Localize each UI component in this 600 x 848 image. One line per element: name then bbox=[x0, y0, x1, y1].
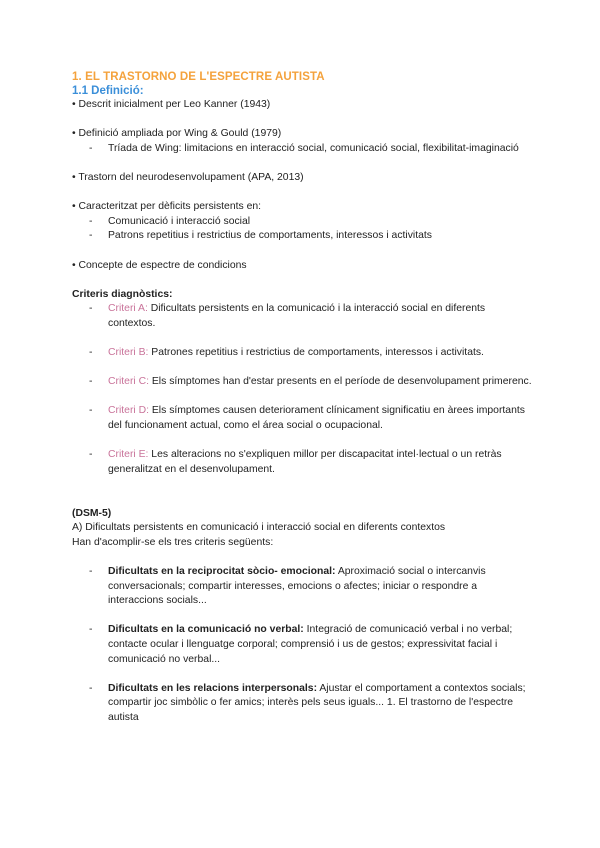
dash-marker: - bbox=[89, 215, 93, 227]
sub-item-text: Patrons repetitius i restrictius de comportaments, interessos i activitats bbox=[108, 230, 432, 242]
dsm-item-relations bbox=[72, 682, 532, 726]
dsm-item-label: Dificultats en la comunicació no verbal: bbox=[108, 624, 304, 636]
criteria-text: Les alteracions no s'expliquen millor per discapacitat intel·lectual o un retràs generalitzat en el desenvolupament. bbox=[108, 449, 502, 475]
criteria-text: Patrones repetitius i restrictius de comportaments, interessos i activitats. bbox=[148, 347, 484, 359]
dsm-item-text: Aproximació social o intercanvis conversacionals; compartir interesses, emocions o afectes; iniciar o respondre a interaccions socials... bbox=[108, 566, 486, 607]
section-subheading: 1.1 Definició: bbox=[72, 85, 144, 97]
criteria-title: Criteris diagnòstics: bbox=[72, 288, 173, 300]
dsm-item-text: Ajustar el comportament a contextos socials; compartir joc simbòlic o fer amics; interès pels seus iguals... 1. El trastorno de l'espectre autista bbox=[108, 682, 526, 723]
criteria-text: Els símptomes han d'estar presents en el període de desenvolupament primerenc. bbox=[148, 376, 532, 388]
document-page bbox=[72, 70, 532, 726]
criteria-item-c bbox=[72, 375, 532, 390]
dash-marker: - bbox=[89, 624, 93, 636]
criteria-label: Criteri D: bbox=[108, 405, 149, 417]
sub-item-patterns bbox=[72, 229, 532, 244]
sub-item-text: Comunicació i interacció social bbox=[108, 215, 251, 227]
dash-marker: - bbox=[89, 405, 93, 417]
dash-marker: - bbox=[89, 347, 93, 359]
criteria-item-e bbox=[72, 448, 532, 477]
dsm-line-a: A) Dificultats persistents en comunicació i interacció social en diferents contextos bbox=[72, 522, 446, 534]
sub-item-wing-triad bbox=[72, 142, 532, 157]
dsm-item-text: Integració de comunicació verbal i no verbal; contacte ocular i llenguatge corporal; comprensió i us de gestos; expressivitat facial i comunicació no verbal... bbox=[108, 624, 513, 665]
dsm-line-requirement: Han d'acomplir-se els tres criteris següents: bbox=[72, 536, 274, 548]
dash-marker: - bbox=[89, 376, 93, 388]
bullet-deficits: • Caracteritzat per dèficits persistents en: bbox=[72, 201, 262, 213]
dash-marker: - bbox=[89, 682, 93, 694]
sub-item-communication bbox=[72, 215, 532, 230]
sub-item-text: Tríada de Wing: limitacions en interacció social, comunicació social, flexibilitat-imaginació bbox=[108, 142, 519, 154]
bullet-spectrum: • Concepte de espectre de condicions bbox=[72, 259, 247, 271]
dsm-item-nonverbal bbox=[72, 623, 532, 667]
bullet-kanner: • Descrit inicialment per Leo Kanner (1943) bbox=[72, 99, 271, 110]
dsm-title: (DSM-5) bbox=[72, 507, 112, 519]
criteria-label: Criteri B: bbox=[108, 347, 149, 359]
bullet-wing-gould: • Definició ampliada por Wing & Gould (1979) bbox=[72, 128, 282, 140]
criteria-text: Dificultats persistents en la comunicació i la interacció social en diferents contextos. bbox=[108, 303, 486, 329]
criteria-label: Criteri E: bbox=[108, 449, 149, 461]
criteria-item-d bbox=[72, 404, 532, 433]
dash-marker: - bbox=[89, 303, 93, 315]
dash-marker: - bbox=[89, 566, 93, 577]
dash-marker: - bbox=[89, 449, 93, 461]
criteria-item-b bbox=[72, 346, 532, 361]
section-heading: 1. EL TRASTORNO DE L'ESPECTRE AUTISTA bbox=[72, 71, 325, 83]
dash-marker: - bbox=[89, 142, 93, 154]
criteria-label: Criteri C: bbox=[108, 376, 149, 388]
criteria-item-a bbox=[72, 302, 532, 331]
dsm-item-label: Dificultats en les relacions interpersonals: bbox=[108, 682, 318, 694]
dsm-item-reciprocity bbox=[72, 565, 532, 609]
dash-marker: - bbox=[89, 230, 93, 242]
criteria-label: Criteri A: bbox=[108, 303, 148, 315]
dsm-item-label: Dificultats en la reciprocitat sòcio- emocional: bbox=[108, 566, 336, 577]
bullet-apa: • Trastorn del neurodesenvolupament (APA, 2013) bbox=[72, 171, 304, 183]
criteria-text: Els símptomes causen deteriorament clínicament significatiu en àrees importants del funcionament actual, como el área social o ocupacional. bbox=[108, 405, 525, 432]
